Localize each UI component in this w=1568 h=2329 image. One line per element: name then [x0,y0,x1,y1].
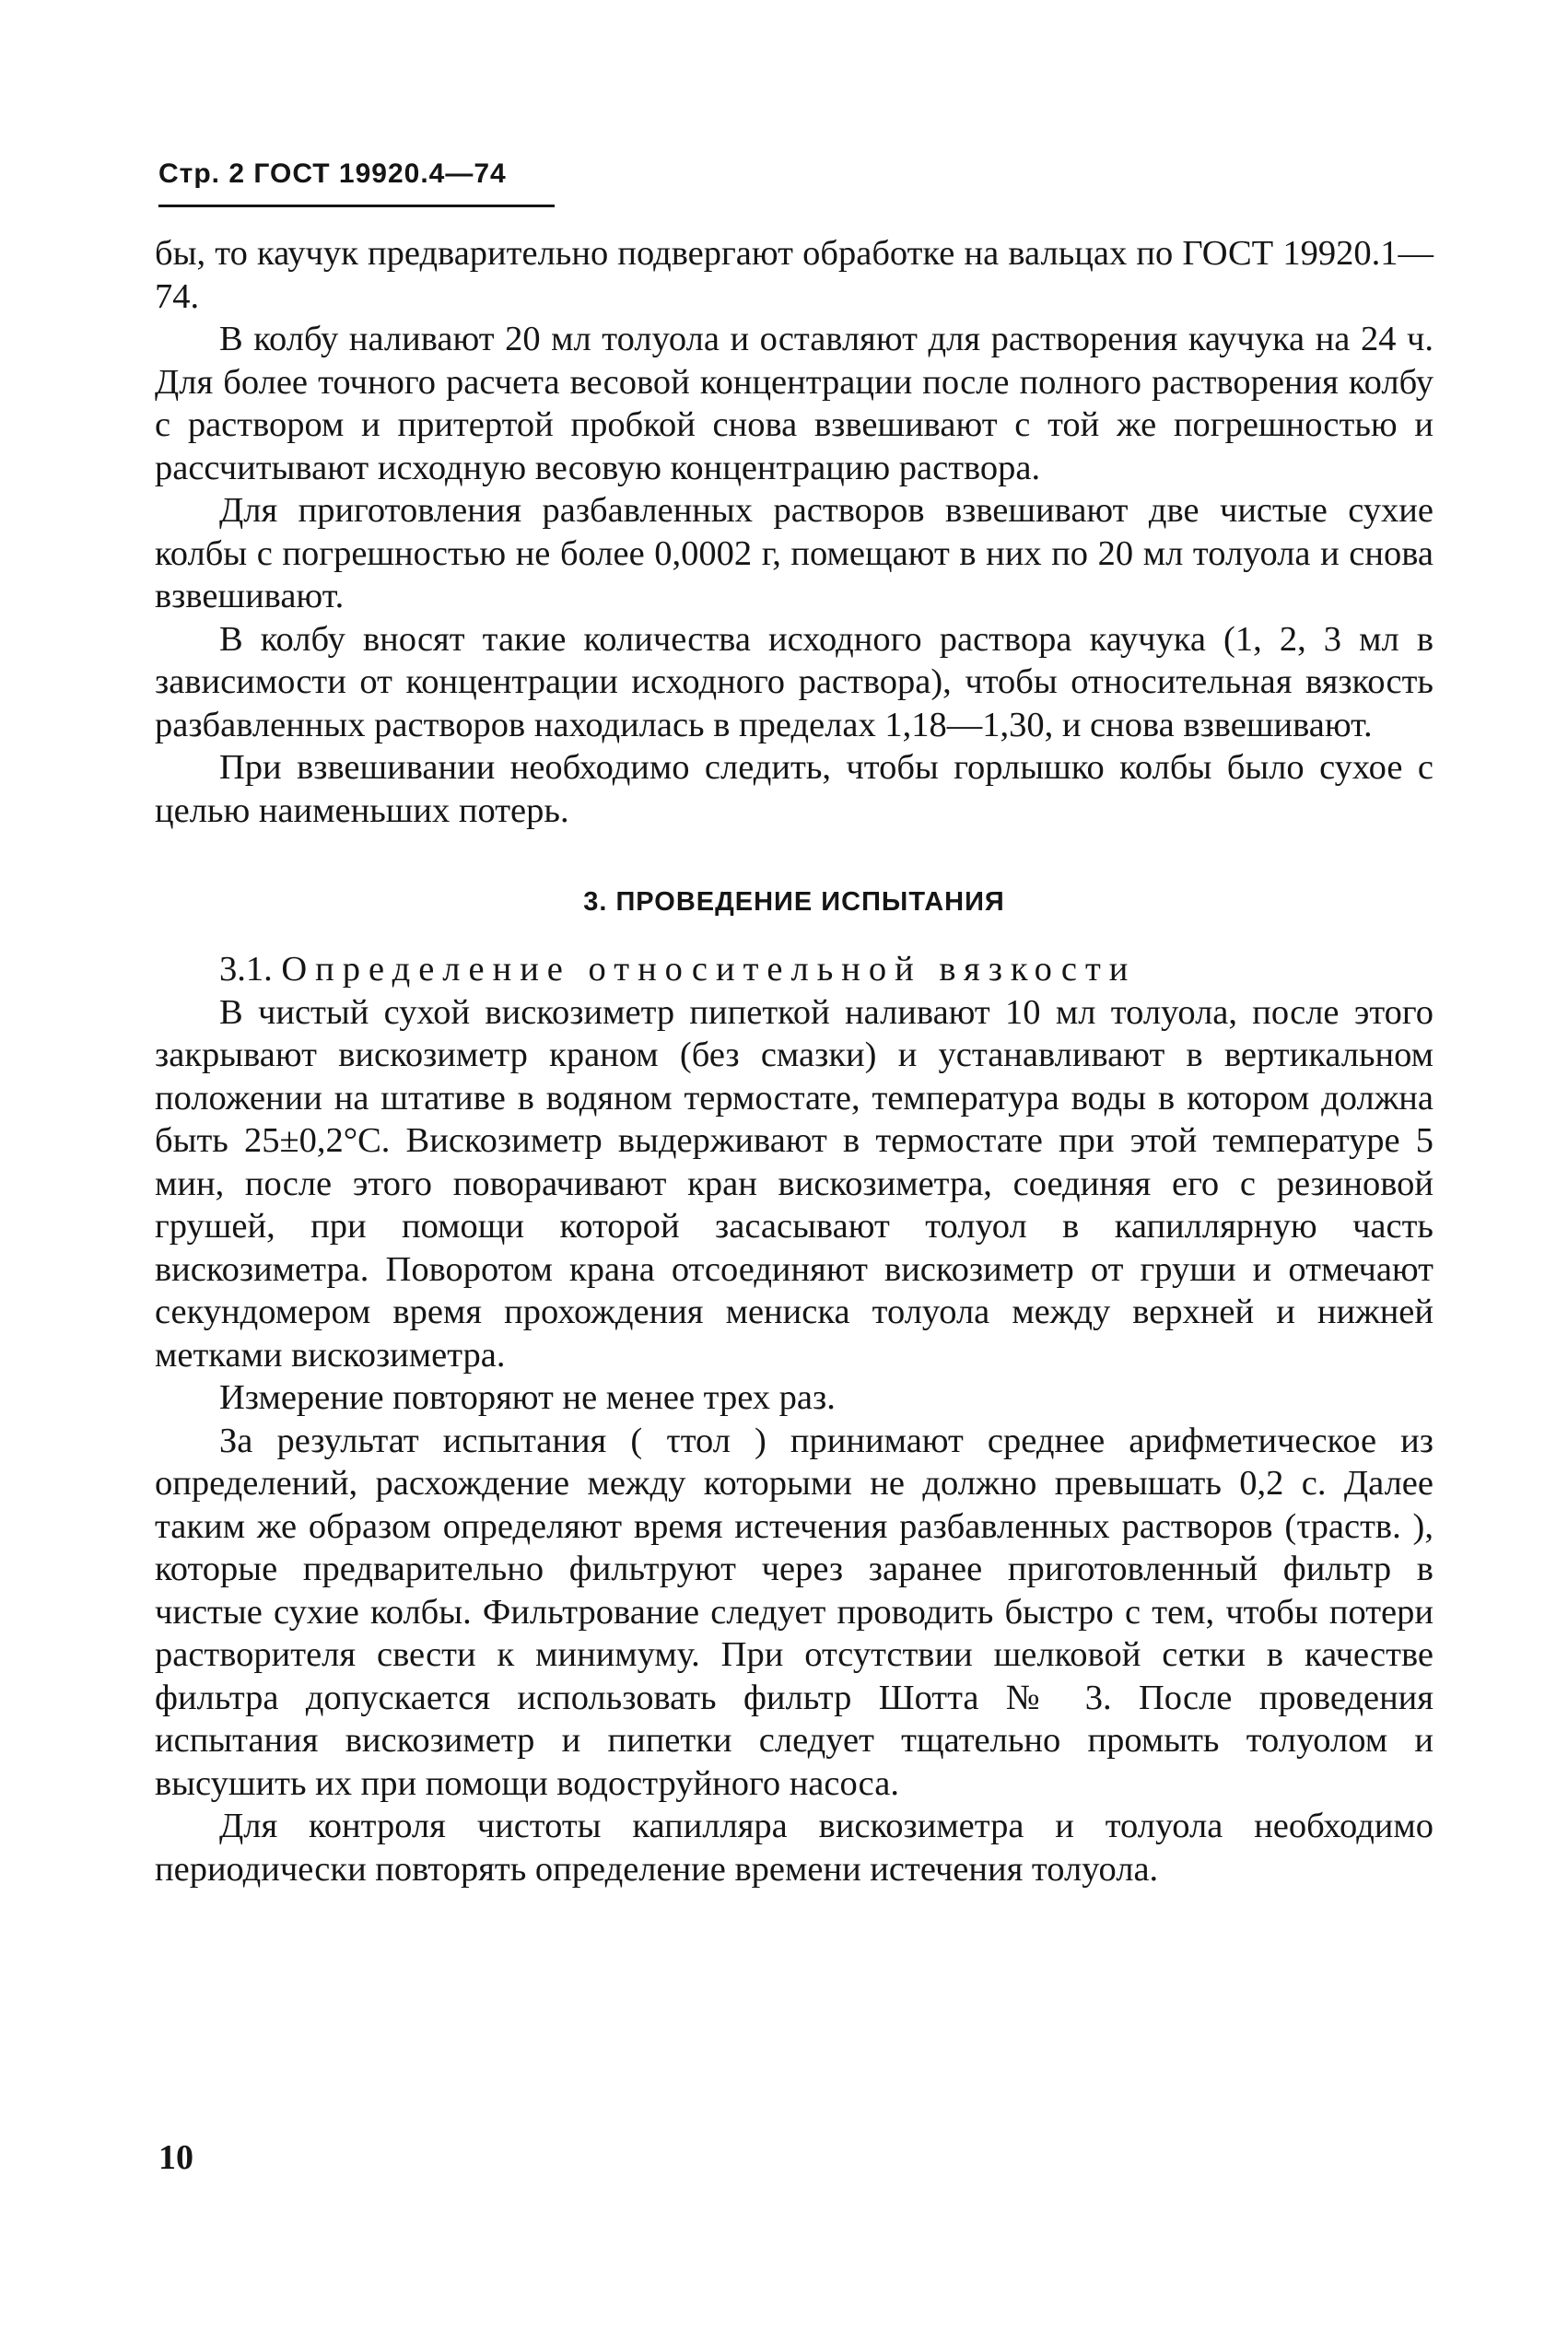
paragraph: Измерение повторяют не менее трех раз. [219,1378,836,1417]
header-divider [158,205,555,207]
section-heading: 3. ПРОВЕДЕНИЕ ИСПЫТАНИЯ [583,887,1005,917]
subsection-title: Определение относительной вязкости [281,950,1137,989]
page-header: Стр. 2 ГОСТ 19920.4—74 [158,158,507,189]
subsection-number: 3.1. [219,950,273,989]
paragraph: При взвешивании необходимо следить, чтобы горлышко колбы было сухое с целью наименьших потерь. [155,748,1433,830]
document-body [155,232,1433,1890]
paragraph: В колбу наливают 20 мл толуола и оставляют для растворения каучука на 24 ч. Для более точного расчета весовой концентрации после полного растворения колбу с раствором и притертой пробкой снова взвешивают с той же погрешностью и рассчитывают исходную весовую концентрацию раствора. [155,320,1433,487]
paragraph: Для приготовления разбавленных растворов взвешивают две чистые сухие колбы с погрешностью не более 0,0002 г, помещают в них по 20 мл толуола и снова взвешивают. [155,491,1433,615]
paragraph: бы, то каучук предварительно подвергают обработке на вальцах по ГОСТ 19920.1—74. [155,234,1433,316]
paragraph: За результат испытания ( τтол ) принимают среднее арифметическое из определений, расхождение между которыми не должно превышать 0,2 с. Далее таким же образом определяют время истечения разбавленных растворов (τраств. ), которые предварительно фильтруют через заранее приготовленный фильтр в чистые сухие колбы. Фильтрование следует проводить быстро с тем, чтобы потери растворителя свести к минимуму. При отсутствии шелковой сетки в качестве фильтра допускается использовать фильтр Шотта № 3. После проведения испытания вискозиметр и пипетки следует тщательно промыть толуолом и высушить их при помощи водоструйного насоса. [155,1421,1433,1803]
paragraph: В колбу вносят такие количества исходного раствора каучука (1, 2, 3 мл в зависимости от концентрации исходного раствора), чтобы относительная вязкость разбавленных растворов находилась в пределах 1,18—1,30, и снова взвешивают. [155,619,1433,744]
page-number: 10 [158,2138,193,2177]
paragraph: Для контроля чистоты капилляра вискозиметра и толуола необходимо периодически повторять определение времени истечения толуола. [155,1807,1433,1889]
subsection-heading [155,948,1433,991]
paragraph: В чистый сухой вискозиметр пипеткой наливают 10 мл толуола, после этого закрывают вискозиметр краном (без смазки) и устанавливают в вертикальном положении на штативе в водяном термостате, температура воды в котором должна быть 25±0,2°С. Вискозиметр выдерживают в термостате при этой температуре 5 мин, после этого поворачивают кран вискозиметра, соединяя его с резиновой грушей, при помощи которой засасывают толуол в капиллярную часть вискозиметра. Поворотом крана отсоединяют вискозиметр от груши и отмечают секундомером время прохождения мениска толуола между верхней и нижней метками вискозиметра. [155,992,1433,1375]
